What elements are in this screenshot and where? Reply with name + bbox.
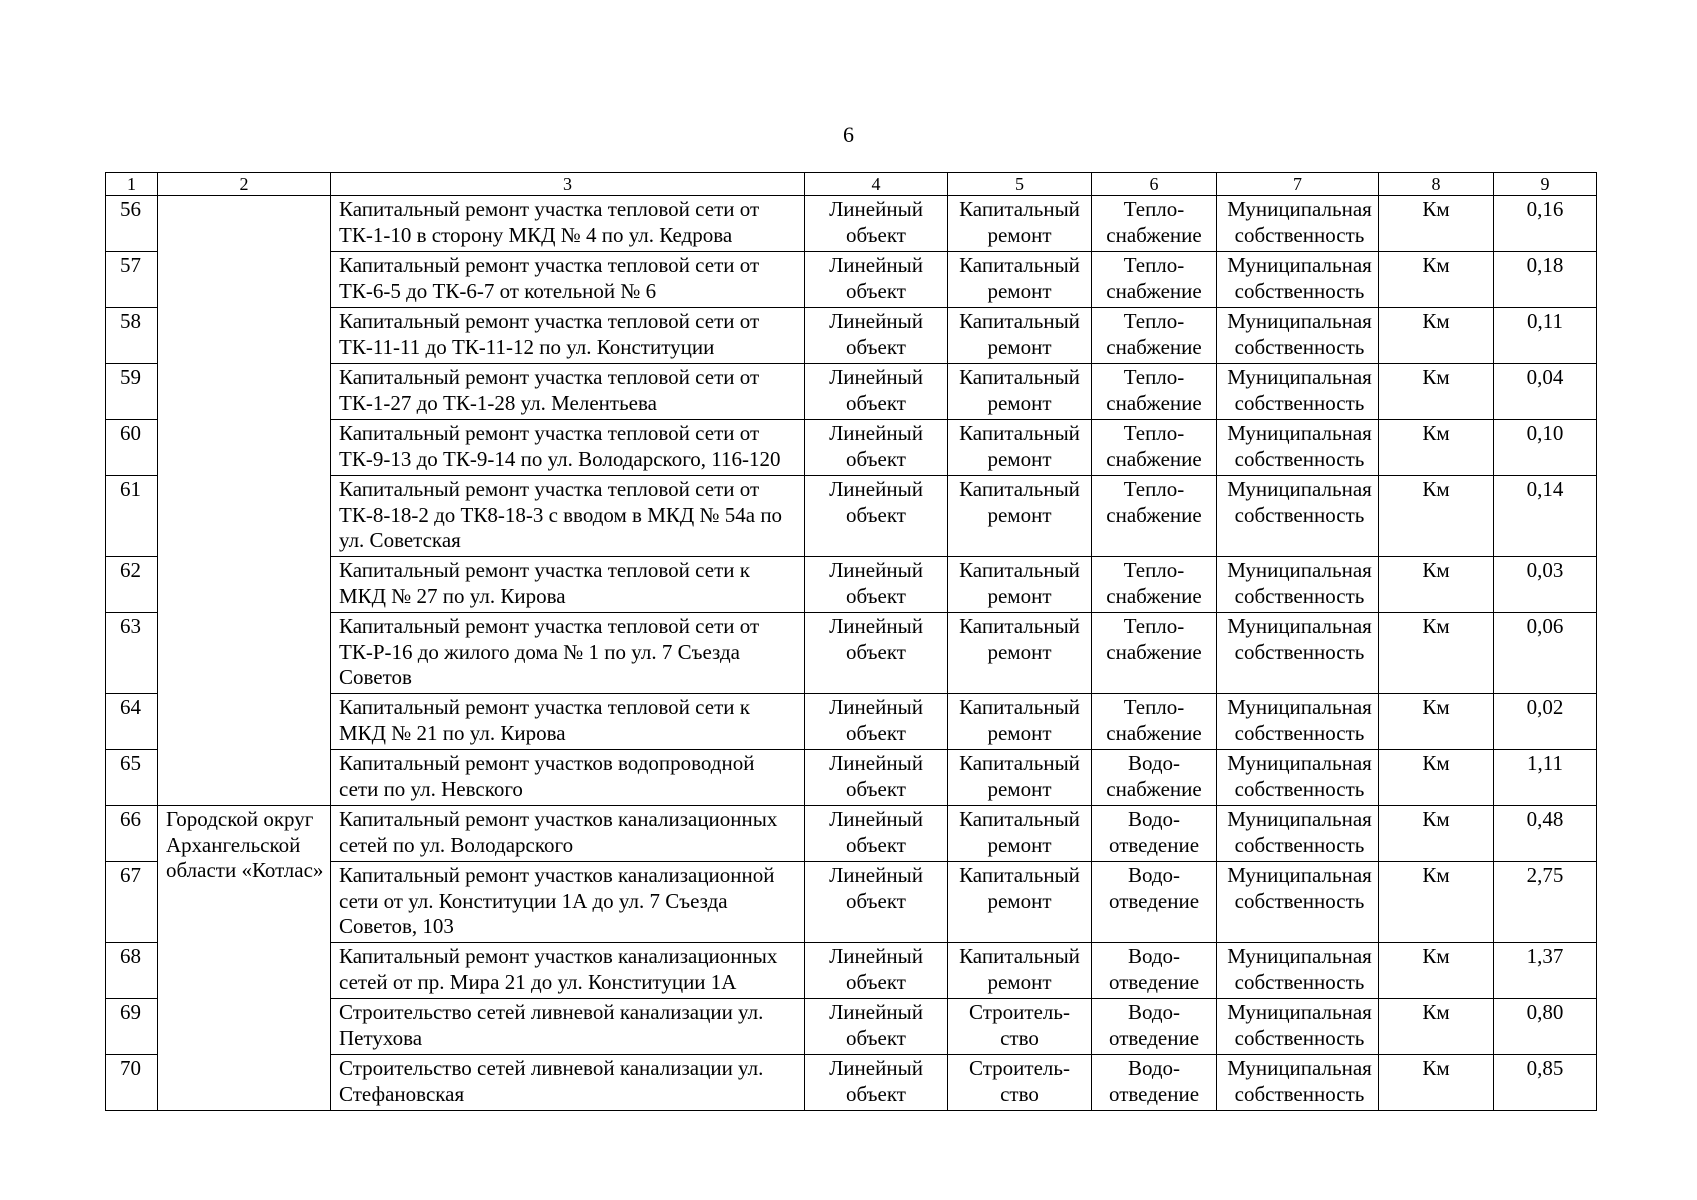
description-cell: Капитальный ремонт участка тепловой сети от ТК-11-11 до ТК-11-12 по ул. Конституции [331,308,805,364]
value-cell: 0,14 [1494,476,1597,557]
work-type-cell: Капитальный ремонт [948,750,1092,806]
sector-cell: Тепло-снабжение [1092,308,1217,364]
column-number: 5 [948,173,1092,196]
unit-cell: Км [1379,364,1494,420]
sector-cell: Тепло-снабжение [1092,557,1217,613]
column-number: 6 [1092,173,1217,196]
sector-cell: Тепло-снабжение [1092,694,1217,750]
description-cell: Капитальный ремонт участка тепловой сети от ТК-1-27 до ТК-1-28 ул. Мелентьева [331,364,805,420]
value-cell: 0,85 [1494,1055,1597,1111]
unit-cell: Км [1379,252,1494,308]
object-type-cell: Линейный объект [805,694,948,750]
unit-cell: Км [1379,420,1494,476]
municipality-cell-empty [158,196,331,806]
value-cell: 0,02 [1494,694,1597,750]
row-number-cell: 56 [106,196,158,252]
object-type-cell: Линейный объект [805,1055,948,1111]
description-cell: Капитальный ремонт участка тепловой сети к МКД № 21 по ул. Кирова [331,694,805,750]
work-type-cell: Капитальный ремонт [948,557,1092,613]
ownership-cell: Муниципальная собственность [1217,308,1379,364]
work-type-cell: Капитальный ремонт [948,862,1092,943]
column-number: 4 [805,173,948,196]
row-number-cell: 63 [106,613,158,694]
unit-cell: Км [1379,557,1494,613]
sector-cell: Тепло-снабжение [1092,196,1217,252]
work-type-cell: Строитель-ство [948,1055,1092,1111]
ownership-cell: Муниципальная собственность [1217,943,1379,999]
ownership-cell: Муниципальная собственность [1217,694,1379,750]
sector-cell: Тепло-снабжение [1092,364,1217,420]
description-cell: Капитальный ремонт участков канализационных сетей по ул. Володарского [331,806,805,862]
value-cell: 0,10 [1494,420,1597,476]
sector-cell: Водо-отведение [1092,1055,1217,1111]
unit-cell: Км [1379,308,1494,364]
description-cell: Капитальный ремонт участка тепловой сети от ТК-6-5 до ТК-6-7 от котельной № 6 [331,252,805,308]
column-number-row [106,173,1597,196]
unit-cell: Км [1379,999,1494,1055]
work-type-cell: Капитальный ремонт [948,694,1092,750]
value-cell: 0,11 [1494,308,1597,364]
work-type-cell: Капитальный ремонт [948,943,1092,999]
object-type-cell: Линейный объект [805,943,948,999]
unit-cell: Км [1379,613,1494,694]
object-type-cell: Линейный объект [805,308,948,364]
object-type-cell: Линейный объект [805,252,948,308]
description-cell: Капитальный ремонт участков канализационной сети от ул. Конституции 1А до ул. 7 Съезда Советов, 103 [331,862,805,943]
sector-cell: Тепло-снабжение [1092,252,1217,308]
sector-cell: Тепло-снабжение [1092,420,1217,476]
row-number-cell: 61 [106,476,158,557]
unit-cell: Км [1379,862,1494,943]
value-cell: 0,18 [1494,252,1597,308]
object-type-cell: Линейный объект [805,420,948,476]
sector-cell: Тепло-снабжение [1092,476,1217,557]
unit-cell: Км [1379,943,1494,999]
object-type-cell: Линейный объект [805,613,948,694]
unit-cell: Км [1379,806,1494,862]
work-type-cell: Капитальный ремонт [948,252,1092,308]
work-type-cell: Капитальный ремонт [948,420,1092,476]
ownership-cell: Муниципальная собственность [1217,750,1379,806]
work-type-cell: Капитальный ремонт [948,308,1092,364]
value-cell: 0,03 [1494,557,1597,613]
table-row [106,806,1597,862]
object-type-cell: Линейный объект [805,999,948,1055]
row-number-cell: 60 [106,420,158,476]
column-number: 9 [1494,173,1597,196]
description-cell: Капитальный ремонт участка тепловой сети к МКД № 27 по ул. Кирова [331,557,805,613]
row-number-cell: 67 [106,862,158,943]
row-number-cell: 62 [106,557,158,613]
row-number-cell: 58 [106,308,158,364]
value-cell: 2,75 [1494,862,1597,943]
work-type-cell: Строитель-ство [948,999,1092,1055]
objects-table [105,172,1597,1111]
object-type-cell: Линейный объект [805,806,948,862]
work-type-cell: Капитальный ремонт [948,196,1092,252]
row-number-cell: 70 [106,1055,158,1111]
description-cell: Капитальный ремонт участка тепловой сети от ТК-Р-16 до жилого дома № 1 по ул. 7 Съезда Советов [331,613,805,694]
value-cell: 0,80 [1494,999,1597,1055]
row-number-cell: 69 [106,999,158,1055]
object-type-cell: Линейный объект [805,196,948,252]
row-number-cell: 68 [106,943,158,999]
sector-cell: Тепло-снабжение [1092,613,1217,694]
sector-cell: Водо-отведение [1092,862,1217,943]
ownership-cell: Муниципальная собственность [1217,557,1379,613]
sector-cell: Водо-отведение [1092,806,1217,862]
row-number-cell: 57 [106,252,158,308]
sector-cell: Водо-снабжение [1092,750,1217,806]
table-row [106,196,1597,252]
work-type-cell: Капитальный ремонт [948,806,1092,862]
unit-cell: Км [1379,196,1494,252]
work-type-cell: Капитальный ремонт [948,476,1092,557]
municipality-cell: Городской округ Архангельской области «Котлас» [158,806,331,1111]
column-number: 2 [158,173,331,196]
value-cell: 0,06 [1494,613,1597,694]
value-cell: 1,37 [1494,943,1597,999]
ownership-cell: Муниципальная собственность [1217,1055,1379,1111]
object-type-cell: Линейный объект [805,364,948,420]
ownership-cell: Муниципальная собственность [1217,862,1379,943]
ownership-cell: Муниципальная собственность [1217,364,1379,420]
ownership-cell: Муниципальная собственность [1217,252,1379,308]
description-cell: Капитальный ремонт участков канализационных сетей от пр. Мира 21 до ул. Конституции 1А [331,943,805,999]
ownership-cell: Муниципальная собственность [1217,420,1379,476]
work-type-cell: Капитальный ремонт [948,364,1092,420]
column-number: 3 [331,173,805,196]
row-number-cell: 66 [106,806,158,862]
unit-cell: Км [1379,750,1494,806]
ownership-cell: Муниципальная собственность [1217,476,1379,557]
description-cell: Капитальный ремонт участка тепловой сети от ТК-1-10 в сторону МКД № 4 по ул. Кедрова [331,196,805,252]
column-number: 1 [106,173,158,196]
sector-cell: Водо-отведение [1092,999,1217,1055]
value-cell: 0,48 [1494,806,1597,862]
object-type-cell: Линейный объект [805,557,948,613]
unit-cell: Км [1379,694,1494,750]
description-cell: Капитальный ремонт участка тепловой сети от ТК-9-13 до ТК-9-14 по ул. Володарского, 116-120 [331,420,805,476]
row-number-cell: 59 [106,364,158,420]
page-number: 6 [843,122,854,147]
value-cell: 1,11 [1494,750,1597,806]
ownership-cell: Муниципальная собственность [1217,613,1379,694]
object-type-cell: Линейный объект [805,476,948,557]
value-cell: 0,04 [1494,364,1597,420]
ownership-cell: Муниципальная собственность [1217,196,1379,252]
description-cell: Капитальный ремонт участков водопроводной сети по ул. Невского [331,750,805,806]
column-number: 8 [1379,173,1494,196]
object-type-cell: Линейный объект [805,750,948,806]
description-cell: Строительство сетей ливневой канализации ул. Петухова [331,999,805,1055]
sector-cell: Водо-отведение [1092,943,1217,999]
value-cell: 0,16 [1494,196,1597,252]
work-type-cell: Капитальный ремонт [948,613,1092,694]
object-type-cell: Линейный объект [805,862,948,943]
row-number-cell: 65 [106,750,158,806]
unit-cell: Км [1379,476,1494,557]
row-number-cell: 64 [106,694,158,750]
description-cell: Капитальный ремонт участка тепловой сети от ТК-8-18-2 до ТК8-18-3 с вводом в МКД № 54а по ул. Советская [331,476,805,557]
description-cell: Строительство сетей ливневой канализации ул. Стефановская [331,1055,805,1111]
ownership-cell: Муниципальная собственность [1217,806,1379,862]
unit-cell: Км [1379,1055,1494,1111]
column-number: 7 [1217,173,1379,196]
ownership-cell: Муниципальная собственность [1217,999,1379,1055]
